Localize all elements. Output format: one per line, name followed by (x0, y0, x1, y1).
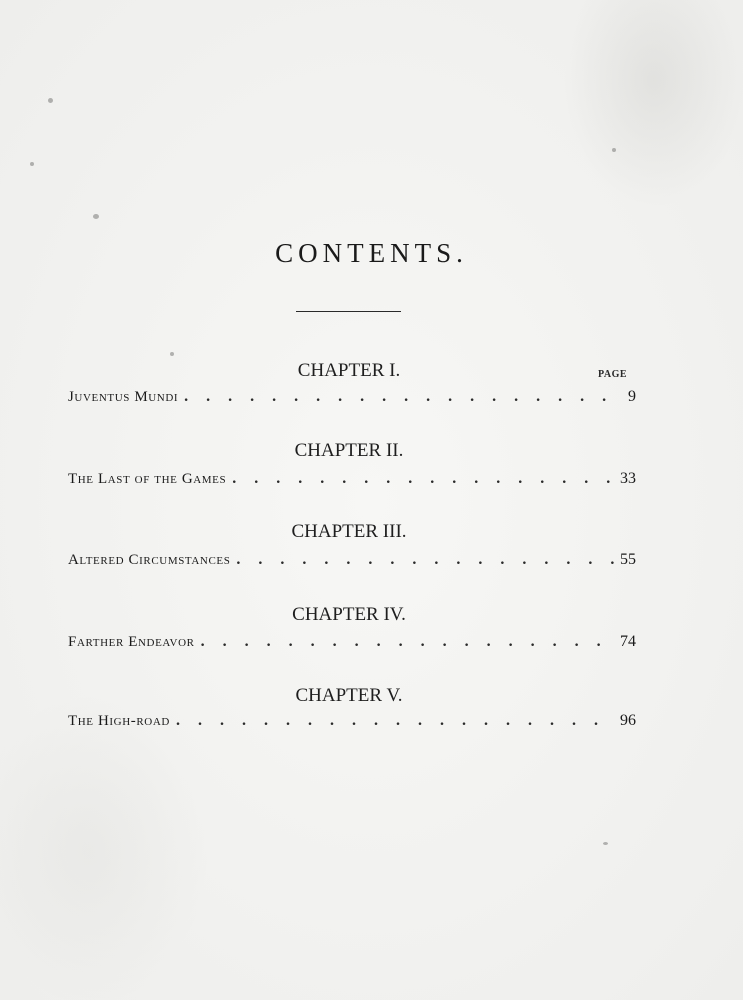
paper-speck (93, 214, 99, 219)
paper-speck (603, 842, 608, 845)
toc-entry-title: The Last of the Games (68, 471, 227, 487)
title-rule (296, 311, 401, 312)
toc-entry[interactable] (68, 388, 636, 406)
paper-speck (170, 352, 174, 356)
toc-entry-page: 74 (620, 633, 636, 650)
toc-entry-title: Altered Circumstances (68, 552, 231, 568)
toc-entry-page: 55 (620, 551, 636, 568)
toc-entry[interactable] (68, 712, 636, 730)
dot-leader (236, 551, 614, 569)
chapter-heading: CHAPTER II. (294, 440, 404, 461)
toc-entry[interactable] (68, 470, 636, 488)
page-title: CONTENTS. (275, 238, 468, 268)
chapter-heading: CHAPTER I. (297, 360, 401, 381)
toc-entry[interactable] (68, 633, 636, 651)
toc-entry-title: Juventus Mundi (68, 389, 179, 405)
page-column-label: PAGE (598, 369, 628, 380)
paper-speck (48, 98, 53, 103)
toc-entry-title: The High-road (68, 713, 170, 729)
toc-entry[interactable] (68, 551, 636, 569)
dot-leader (184, 388, 622, 406)
dot-leader (201, 633, 614, 651)
chapter-heading: CHAPTER V. (295, 685, 403, 706)
paper-speck (30, 162, 34, 166)
chapter-heading: CHAPTER III. (291, 521, 407, 542)
toc-entry-page: 33 (620, 470, 636, 487)
toc-entry-page: 96 (620, 712, 636, 729)
toc-entry-page: 9 (628, 388, 636, 405)
dot-leader (232, 470, 614, 488)
chapter-heading: CHAPTER IV. (292, 604, 406, 625)
toc-entry-title: Farther Endeavor (68, 634, 195, 650)
dot-leader (176, 712, 614, 730)
paper-speck (612, 148, 616, 152)
